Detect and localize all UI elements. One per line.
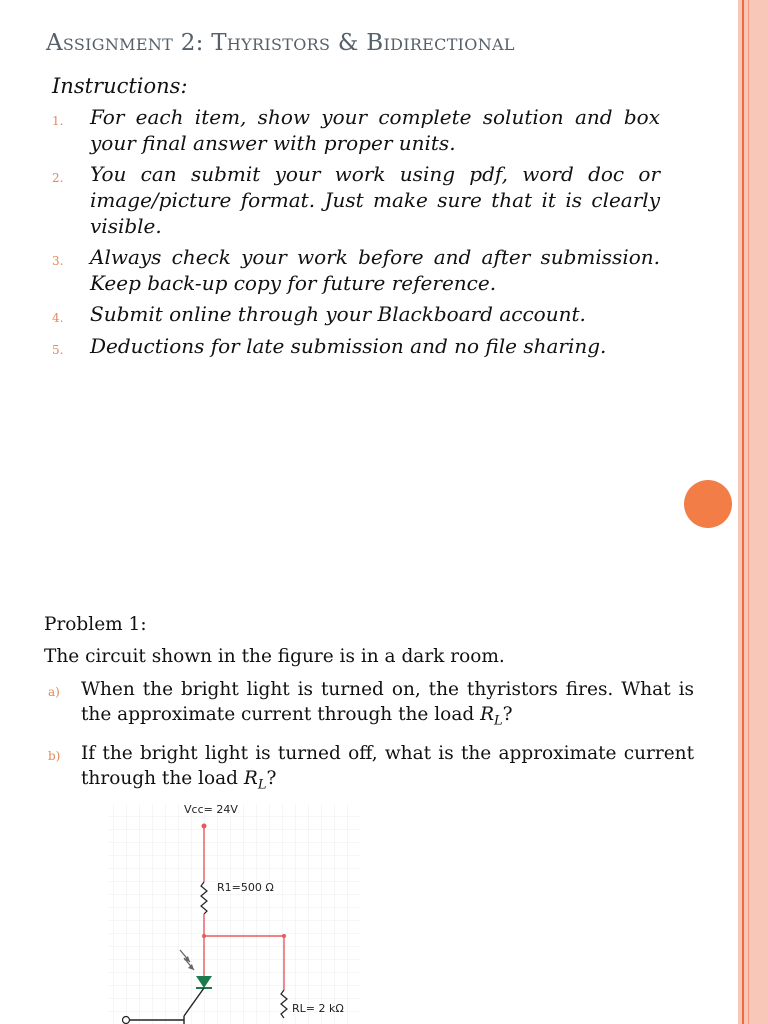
questions-list [44,677,694,797]
instruction-item [48,301,660,327]
instruction-item [48,244,660,296]
instruction-text: Submit online through your Blackboard account. [90,302,586,326]
question-text: If the bright light is turned off, what is the approximate current through the load [81,742,694,789]
instruction-item [48,161,660,239]
decorative-orange-circle [684,480,732,528]
decorative-side-bar [738,0,768,1024]
list-number: 5. [52,343,64,357]
subscript: L [494,713,503,729]
side-bar-stripe-thin [748,0,749,1024]
variable: R [480,704,495,725]
circuit-diagram [100,790,360,1024]
subscript: L [257,777,267,793]
list-number: 3. [52,254,64,268]
instruction-item [48,104,660,156]
rl-label: RL= 2 kΩ [292,1002,344,1015]
question-item [44,741,694,798]
instruction-text: You can submit your work using pdf, word doc or image/picture format. Just make sure that it is clearly visible. [90,162,660,238]
question-label: a) [48,685,60,699]
junction-node [282,934,286,938]
vcc-node [202,824,207,829]
instruction-text: Deductions for late submission and no file sharing. [90,334,607,358]
instruction-item [48,333,660,359]
variable: R [243,767,258,789]
r1-label: R1=500 Ω [217,881,274,894]
grid-background [108,804,360,1024]
instructions-list [48,104,660,359]
question-item [44,677,694,734]
question-end: ? [266,767,277,789]
question-label: b) [48,748,61,763]
instruction-text: For each item, show your complete solution and box your final answer with proper units. [90,105,660,155]
vcc-label: Vcc= 24V [184,803,238,816]
list-number: 2. [52,171,64,185]
list-number: 4. [52,311,64,325]
problem-title: Problem 1: [44,614,147,635]
problem-description: The circuit shown in the figure is in a dark room. [44,646,505,667]
question-end: ? [502,704,513,725]
list-number: 1. [52,114,64,128]
question-text: When the bright light is turned on, the thyristors fires. What is the approximate current through the load [81,679,694,725]
instruction-text: Always check your work before and after submission. Keep back-up copy for future reference. [90,245,660,295]
side-bar-stripe [742,0,744,1024]
slide-title: Assignment 2: Thyristors & Bidirectional [46,30,515,56]
instructions-heading: Instructions: [52,74,188,98]
